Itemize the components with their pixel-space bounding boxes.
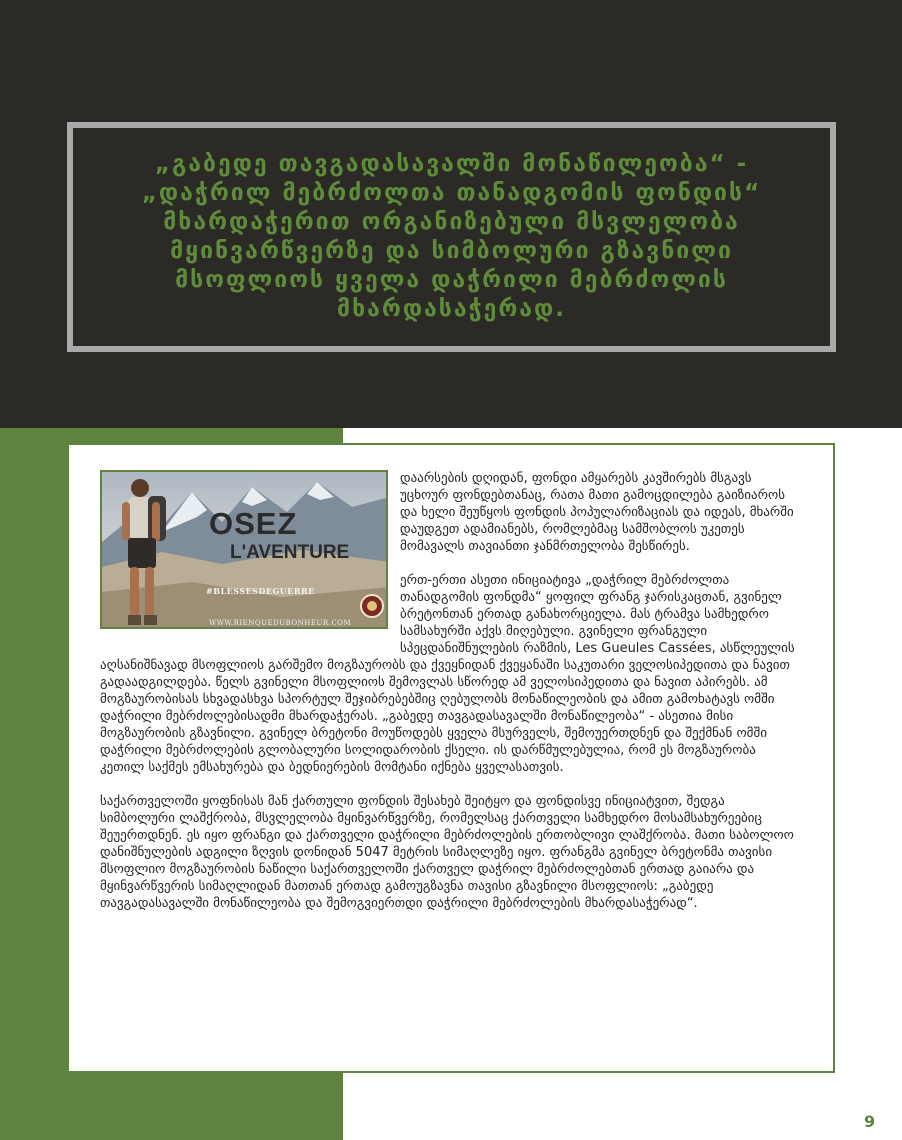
photo-float-spacer [100, 470, 400, 645]
photo-title-line1: OSEZ [209, 506, 298, 541]
paragraph-2: ერთ-ერთი ასეთი ინიციატივა „დაჭრილ მებრძოლთა თანადგომის ფონდმა“ ყოფილ ფრანგ ჯარისკაცთან, გვინელ ბრეტონთან ერთად განახორციელა. მას ტრამვა სამხედრო სამსახურში აქვს მიღებული. გვინელი ფრანგული სპეცდანიშნულების რაზმის, Les Gueules Cassées, ასწლეულის აღსანიშნავად მსოფლიოს გარშემო მოგზაურობს და ქვეყნიდან ქვეყანაში საკუთარი ველოსიპედითა და ნავით გადაადგილდება. წელს გვინელი მსოფლიოს შემოვლას სწორედ ამ ველოსიპედითა და ნავით აპირებს. ამ მოგზაურობისას სხვადასხვა სპორტულ შეჯიბრებებშიც ღებულობს მონაწილეობის და ამით გამოხატავს ომში დაჭრილი მებრძოლებისადმი მხარდაჭერას. „გაბედე თავგადასავალში მონაწილეობა“ - ასეთია მისი მოგზაურობის გზავნილი. გვინელ ბრეტონი მოუწოდებს ყველა მსურველს, შემოუერთდნენ და შექმნან ომში დაჭრილი მებრძოლების გლობალური სოლიდარობის ქსელი. ის დარწმულებულია, რომ ეს მოგზაურობა კეთილ საქმეს ემსახურება და ბედნიერების მომტანი იქნება ყველასათვის. [100, 573, 795, 775]
callout-box [67, 122, 836, 352]
article-body [100, 470, 803, 929]
photo-hashtag: #BLESSESDEGUERRE [206, 586, 315, 596]
photo-url: WWW.RIENQUEDUBONHEUR.COM [209, 619, 352, 627]
paragraph-1: დაარსების დღიდან, ფონდი ამყარებს კავშირებს მსგავს უცხოურ ფონდებთანაც, რათა მათი გამოცდილება გაიზიაროს და ხელი შეუწყოს ფონდის პოპულარიზაციას და იდეას, მხარში დაუდგეთ ადამიანებს, რომლებმაც სამშობლოს უკეთეს მომავალს თავიანთი ჯანმრთელობა შესწირეს. [400, 471, 794, 554]
page-number: 9 [864, 1112, 876, 1131]
photo-title-line2: L'AVENTURE [230, 542, 350, 563]
paragraph-3: საქართველოში ყოფნისას მან ქართული ფონდის შესახებ შეიტყო და ფონდისვე ინიციატვით, შედგა სიმბოლური ლაშქრობა, მსვლელობა მყინვარწვერზე, რომელსაც ქართველი სამხედრო მოსამსახურეებიც შეუერთდნენ. ეს იყო ფრანგი და ქართველი დაჭრილი მებრძოლების ერთობლივი ლაშქრობა. მათი საბოლოო დანიშნულების ადგილი ზღვის დონიდან 5047 მეტრის სიმაღლეზე იყო. ფრანგმა გვინელ ბრეტონმა თავისი მსოფლიო მოგზაურობის ნაწილი საქართველოში ქართველ დაჭრილ მებრძოლებთან ერთად გაიარა და მყინვარწვერის სიმაღლიდან მათთან ერთად გამოუგზავნა თავისი გზავნილი მსოფლიოს: „გაბედე თავგადასავალში მონაწილეობა და შემოგვიერთდი დაჭრილი მებრძოლების მხარდასაჭერად“. [100, 794, 794, 911]
callout-text: „გაბედე თავგადასავალში მონაწილეობა“ - „დაჭრილ მებრძოლთა თანადგომის ფონდის“ მხარდაჭერით ორგანიზებული მსვლელობა მყინვარწვერზე და სიმბოლური გზავნილი მსოფლიოს ყველა დაჭრილი მებრძოლის მხარდასაჭერად. [141, 151, 762, 322]
